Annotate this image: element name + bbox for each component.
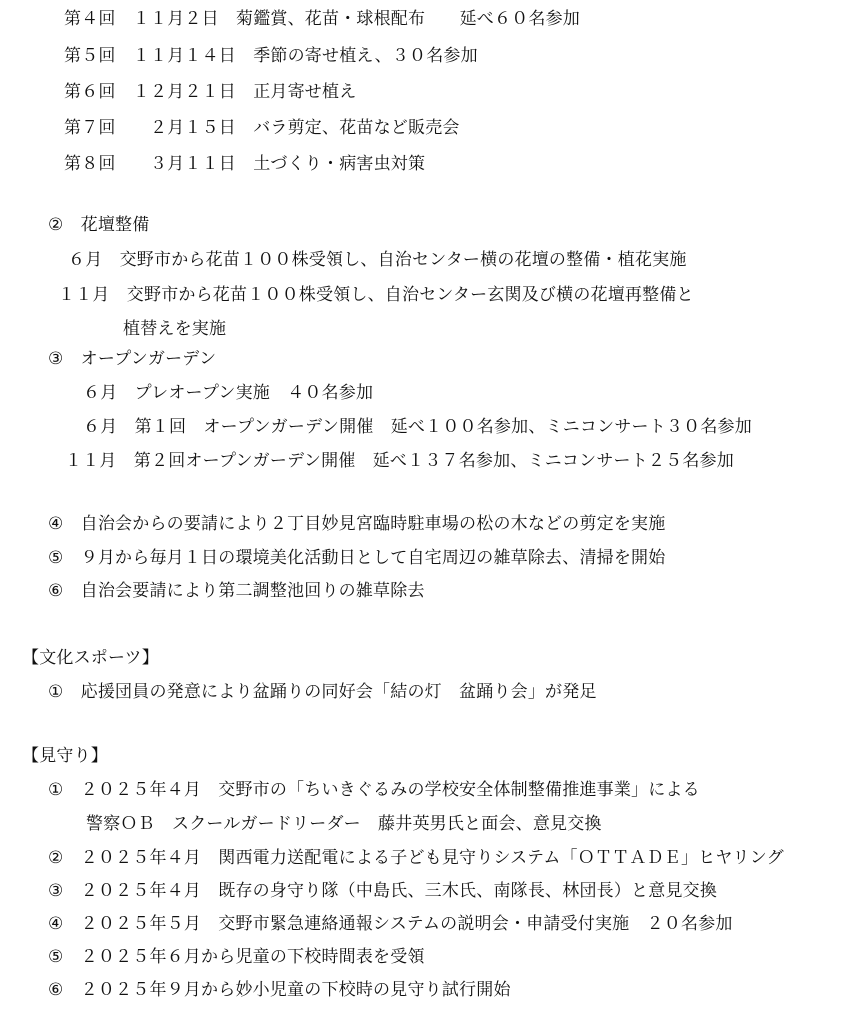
watch-heading: 【見守り】 — [22, 746, 108, 766]
flowerbed-line: １１月 交野市から花苗１００株受領し、自治センター玄関及び横の花壇再整備と — [58, 285, 694, 305]
watch-item-1: ① ２０２５年４月 交野市の「ちいきぐるみの学校安全体制整備推進事業」による — [48, 780, 700, 800]
open-garden-heading: ③ オープンガーデン — [48, 349, 217, 369]
open-garden-line: ６月 第１回 オープンガーデン開催 延べ１００名参加、ミニコンサート３０名参加 — [83, 417, 752, 437]
open-garden-line: １１月 第２回オープンガーデン開催 延べ１３７名参加、ミニコンサート２５名参加 — [65, 451, 734, 471]
flowerbed-heading: ② 花壇整備 — [48, 215, 150, 235]
session-line-6: 第６回 １２月２１日 正月寄せ植え — [64, 82, 357, 102]
culture-item: ① 応援団員の発意により盆踊りの同好会「結の灯 盆踊り会」が発足 — [48, 682, 597, 702]
watch-item-3: ③ ２０２５年４月 既存の身守り隊（中島氏、三木氏、南隊長、林団長）と意見交換 — [48, 881, 718, 901]
session-line-8: 第８回 ３月１１日 土づくり・病害虫対策 — [64, 154, 426, 174]
activity-item-6: ⑥ 自治会要請により第二調整池回りの雑草除去 — [48, 581, 425, 601]
watch-item-6: ⑥ ２０２５年９月から妙小児童の下校時の見守り試行開始 — [48, 980, 511, 1000]
session-line-5: 第５回 １１月１４日 季節の寄せ植え、３０名参加 — [64, 46, 478, 66]
open-garden-line: ６月 プレオープン実施 ４０名参加 — [83, 383, 374, 403]
watch-item-4: ④ ２０２５年５月 交野市緊急連絡通報システムの説明会・申請受付実施 ２０名参加 — [48, 914, 733, 934]
culture-heading: 【文化スポーツ】 — [22, 648, 159, 668]
watch-item-2: ② ２０２５年４月 関西電力送配電による子ども見守りシステム「ＯＴＴＡＤＥ」ヒヤリング — [48, 848, 784, 868]
activity-item-4: ④ 自治会からの要請により２丁目妙見宮臨時駐車場の松の木などの剪定を実施 — [48, 514, 666, 534]
watch-item-1-continued: 警察ＯＢ スクールガードリーダー 藤井英男氏と面会、意見交換 — [86, 814, 602, 834]
activity-item-5: ⑤ ９月から毎月１日の環境美化活動日として自宅周辺の雑草除去、清掃を開始 — [48, 548, 666, 568]
session-line-4: 第４回 １１月２日 菊鑑賞、花苗・球根配布 延べ６０名参加 — [64, 9, 580, 29]
flowerbed-line: ６月 交野市から花苗１００株受領し、自治センター横の花壇の整備・植花実施 — [68, 250, 687, 270]
watch-item-5: ⑤ ２０２５年６月から児童の下校時間表を受領 — [48, 947, 425, 967]
session-line-7: 第７回 ２月１５日 バラ剪定、花苗など販売会 — [64, 118, 460, 138]
flowerbed-line-continued: 植替えを実施 — [123, 319, 227, 339]
